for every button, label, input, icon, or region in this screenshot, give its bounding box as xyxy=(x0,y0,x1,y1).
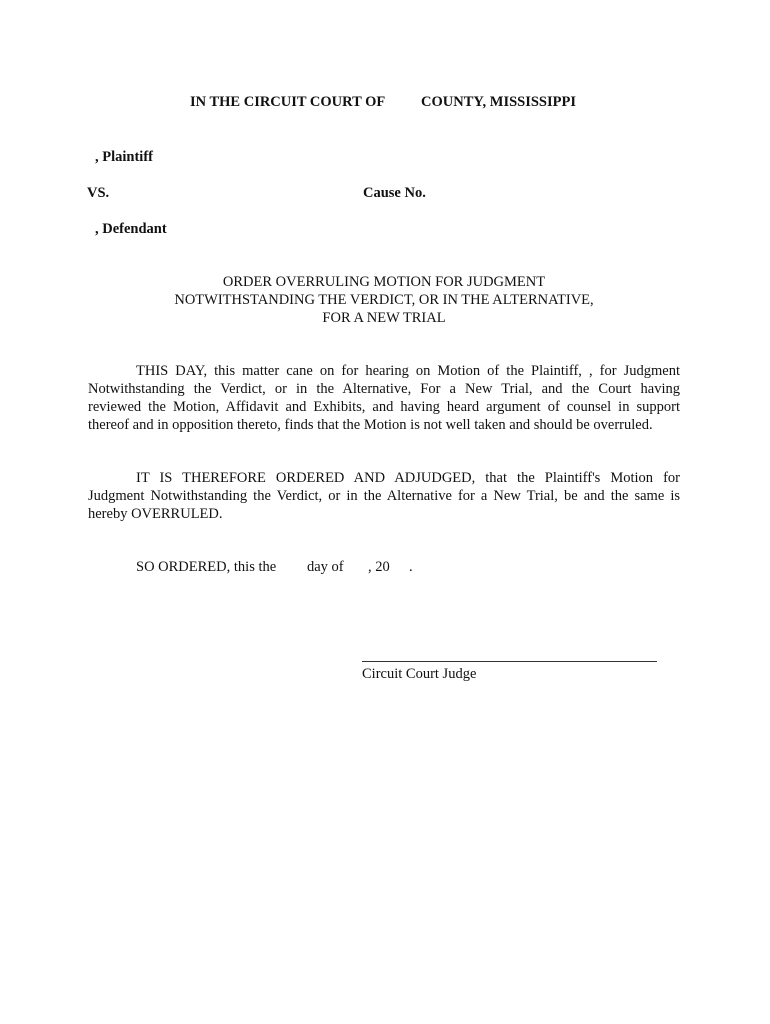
plaintiff-label: , Plaintiff xyxy=(95,149,153,165)
signature-label: Circuit Court Judge xyxy=(362,666,477,682)
findings-line-4: thereof and in opposition thereto, finds that the Motion is not well taken and should be overruled. xyxy=(88,417,653,433)
so-ordered-day-of: day of xyxy=(307,559,344,575)
order-title-line-2: NOTWITHSTANDING THE VERDICT, OR IN THE ALTERNATIVE, xyxy=(174,292,594,308)
court-heading-right: COUNTY, MISSISSIPPI xyxy=(421,94,576,110)
order-title-line-1: ORDER OVERRULING MOTION FOR JUDGMENT xyxy=(222,274,546,290)
findings-line-2: Notwithstanding the Verdict, or in the Alternative, For a New Trial, and the Court having xyxy=(88,381,680,397)
signature-line xyxy=(362,661,657,662)
court-heading-left: IN THE CIRCUIT COURT OF xyxy=(190,94,386,110)
findings-paragraph xyxy=(88,362,680,434)
so-ordered-prefix: SO ORDERED, this the xyxy=(136,559,277,575)
cause-number-label: Cause No. xyxy=(363,185,426,201)
order-line-1: IT IS THEREFORE ORDERED AND ADJUDGED, that the Plaintiff's Motion for xyxy=(136,470,680,486)
findings-line-1: THIS DAY, this matter cane on for hearing on Motion of the Plaintiff, , for Judgment xyxy=(136,363,680,379)
so-ordered-period: . xyxy=(409,559,413,575)
versus-label: VS. xyxy=(87,185,110,201)
findings-line-3: reviewed the Motion, Affidavit and Exhibits, and having heard argument of counsel in support xyxy=(88,399,680,415)
order-line-2: Judgment Notwithstanding the Verdict, or in the Alternative for a New Trial, be and the same is xyxy=(88,488,680,504)
defendant-label: , Defendant xyxy=(95,221,167,237)
order-title-line-3: FOR A NEW TRIAL xyxy=(322,310,446,326)
order-line-3: hereby OVERRULED. xyxy=(88,506,223,522)
order-paragraph xyxy=(88,469,680,523)
so-ordered-year: , 20 xyxy=(368,559,390,575)
order-title xyxy=(88,273,680,327)
